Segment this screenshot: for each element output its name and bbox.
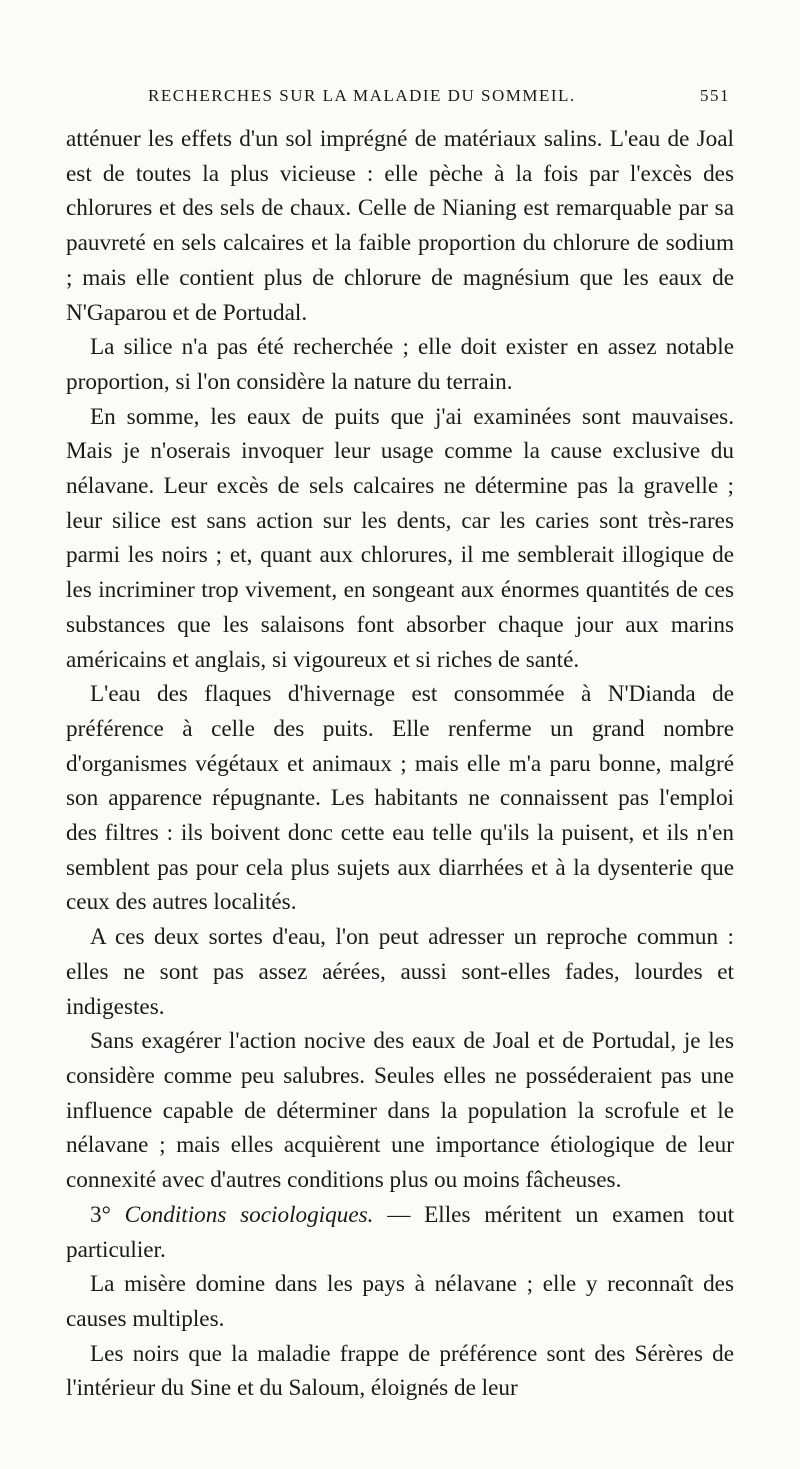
section-text: — Elles méritent un examen tout particulier. [66,1201,735,1263]
paragraph: Sans exagérer l'action nocive des eaux de Joal et de Portudal, je les considère comme peu salubres. Seules elles ne posséderaient pas une influence capable de déterminer dans la population la scrofule et le nélavane ; mais elles acquièrent une importance étiologique de leur connexité avec d'autres conditions plus ou moins fâcheuses. [66,1028,734,1194]
running-head [66,60,734,105]
paragraph: Les noirs que la maladie frappe de préférence sont des Sérères de l'intérieur du Sine et du Saloum, éloignés de leur [66,1340,734,1402]
running-title: RECHERCHES SUR LA MALADIE DU SOMMEIL. [148,86,576,105]
paragraph: L'eau des flaques d'hivernage est consommée à N'Dianda de préférence à celle des puits. Elle renferme un grand nombre d'organismes végétaux et animaux ; mais elle m'a paru bonne, malgré son apparence répugnante. Les habitants ne connaissent pas l'emploi des filtres : ils boivent donc cette eau telle qu'ils la puisent, et ils n'en semblent pas pour cela plus sujets aux diarrhées et à la dysenterie que ceux des autres localités. [66,681,734,916]
section-paragraph [66,1198,734,1267]
paragraph: La silice n'a pas été recherchée ; elle doit exister en assez notable proportion, si l'on considère la nature du terrain. [66,334,734,395]
paragraph: atténuer les effets d'un sol imprégné de matériaux salins. L'eau de Joal est de toutes la plus vicieuse : elle pèche à la fois par l'excès des chlorures et des sels de chaux. Celle de Nianing est remarquable par sa pauvreté en sels calcaires et la faible proportion du chlorure de sodium ; mais elle contient plus de chlorure de magnésium que les eaux de N'Gaparou et de Portudal. [66,126,734,326]
section-number: 3° [90,1201,111,1228]
section-heading: Conditions sociologiques. [124,1201,374,1228]
paragraph: En somme, les eaux de puits que j'ai examinées sont mauvaises. Mais je n'oserais invoquer leur usage comme la cause exclusive du nélavane. Leur excès de sels calcaires ne détermine pas la gravelle ; leur silice est sans action sur les dents, car les caries sont très-rares parmi les noirs ; et, quant aux chlorures, il me semblerait illogique de les incriminer trop vivement, en songeant aux énormes quantités de ces substances que les salaisons font absorber chaque jour aux marins américains et anglais, si vigoureux et si riches de santé. [66,403,734,673]
body-text [66,122,734,1406]
page-number: 551 [700,86,730,105]
paragraph: La misère domine dans les pays à nélavane ; elle y reconnaît des causes multiples. [66,1271,734,1332]
paragraph: A ces deux sortes d'eau, l'on peut adresser un reproche commun : elles ne sont pas assez aérées, aussi sont-elles fades, lourdes et indigestes. [66,924,734,1020]
